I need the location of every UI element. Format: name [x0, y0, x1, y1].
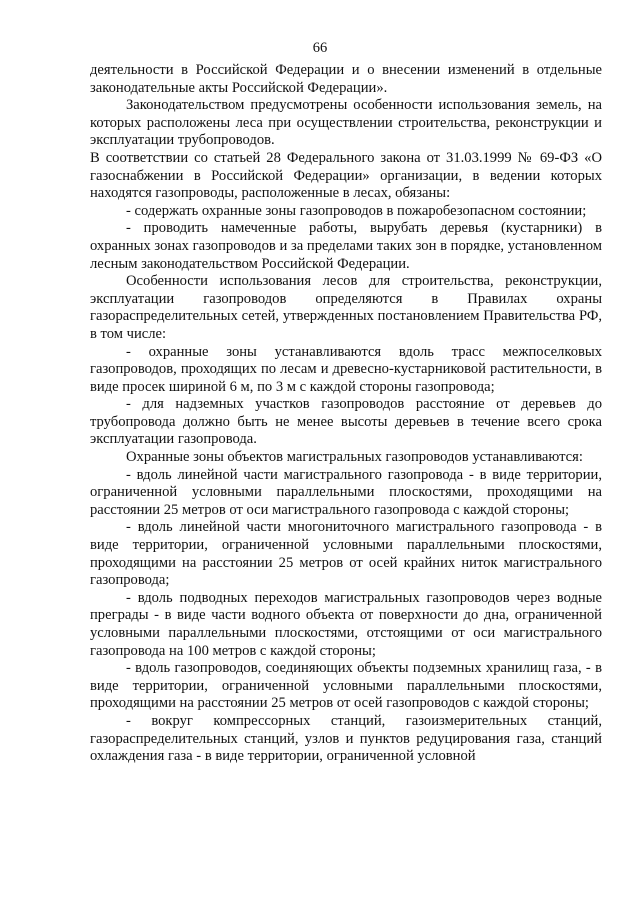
list-item: - охранные зоны устанавливаются вдоль трасс межпоселковых газопроводов, проходящих по лесам и древесно-кустарниковой растительности, в виде просек шириной 6 м, по 3 м с каждой стороны газопровода;	[90, 343, 602, 395]
list-item: - вдоль линейной части магистрального газопровода - в виде территории, ограниченной условными параллельными плоскостями, проходящими на расстоянии 25 метров от оси магистрального газопровода с каждой стороны;	[90, 466, 602, 518]
paragraph: Особенности использования лесов для строительства, реконструкции, эксплуатации газопроводов определяются в Правилах охраны газораспределительных сетей, утвержденных постановлением Правительства РФ, в том числе:	[90, 273, 602, 342]
paragraph: деятельности в Российской Федерации и о внесении изменений в отдельные законодательные акты Российской Федерации».	[90, 62, 602, 96]
list-item: - проводить намеченные работы, вырубать деревья (кустарники) в охранных зонах газопроводов и за пределами таких зон в порядке, установленном лесным законодательством Российской Федерации.	[90, 220, 602, 272]
document-body	[90, 62, 602, 766]
list-item: - для надземных участков газопроводов расстояние от деревьев до трубопровода должно быть не менее высоты деревьев в течение всего срока эксплуатации газопровода.	[90, 396, 602, 448]
list-item: - вокруг компрессорных станций, газоизмерительных станций, газораспределительных станций, узлов и пунктов редуцирования газа, станций охлаждения газа - в виде территории, ограниченной условной	[90, 712, 602, 765]
paragraph: В соответствии со статьей 28 Федерального закона от 31.03.1999 № 69-ФЗ «О газоснабжении в Российской Федерации» организации, в ведении которых находятся газопроводы, расположенные в лесах, обязаны:	[90, 149, 602, 202]
list-item: - содержать охранные зоны газопроводов в пожаробезопасном состоянии;	[126, 202, 587, 219]
list-item: - вдоль газопроводов, соединяющих объекты подземных хранилищ газа, - в виде территории, ограниченной условными параллельными плоскостями, проходящими на расстоянии 25 метров от осей газопроводов с каждой стороны;	[90, 660, 602, 712]
list-item: - вдоль подводных переходов магистральных газопроводов через водные преграды - в виде части водного объекта от поверхности до дна, ограниченной условными параллельными плоскостями, отстоящими от оси магистрального газопровода на 100 метров с каждой стороны;	[90, 589, 602, 659]
paragraph: Законодательством предусмотрены особенности использования земель, на которых расположены леса при осуществлении строительства, реконструкции и эксплуатации трубопроводов.	[90, 97, 602, 149]
paragraph: Охранные зоны объектов магистральных газопроводов устанавливаются:	[126, 449, 583, 466]
list-item: - вдоль линейной части многониточного магистрального газопровода - в виде территории, ограниченной условными параллельными плоскостями, проходящими на расстоянии 25 метров от осей крайних ниток магистрального газопровода;	[90, 519, 602, 589]
page-number: 66	[312, 40, 328, 56]
